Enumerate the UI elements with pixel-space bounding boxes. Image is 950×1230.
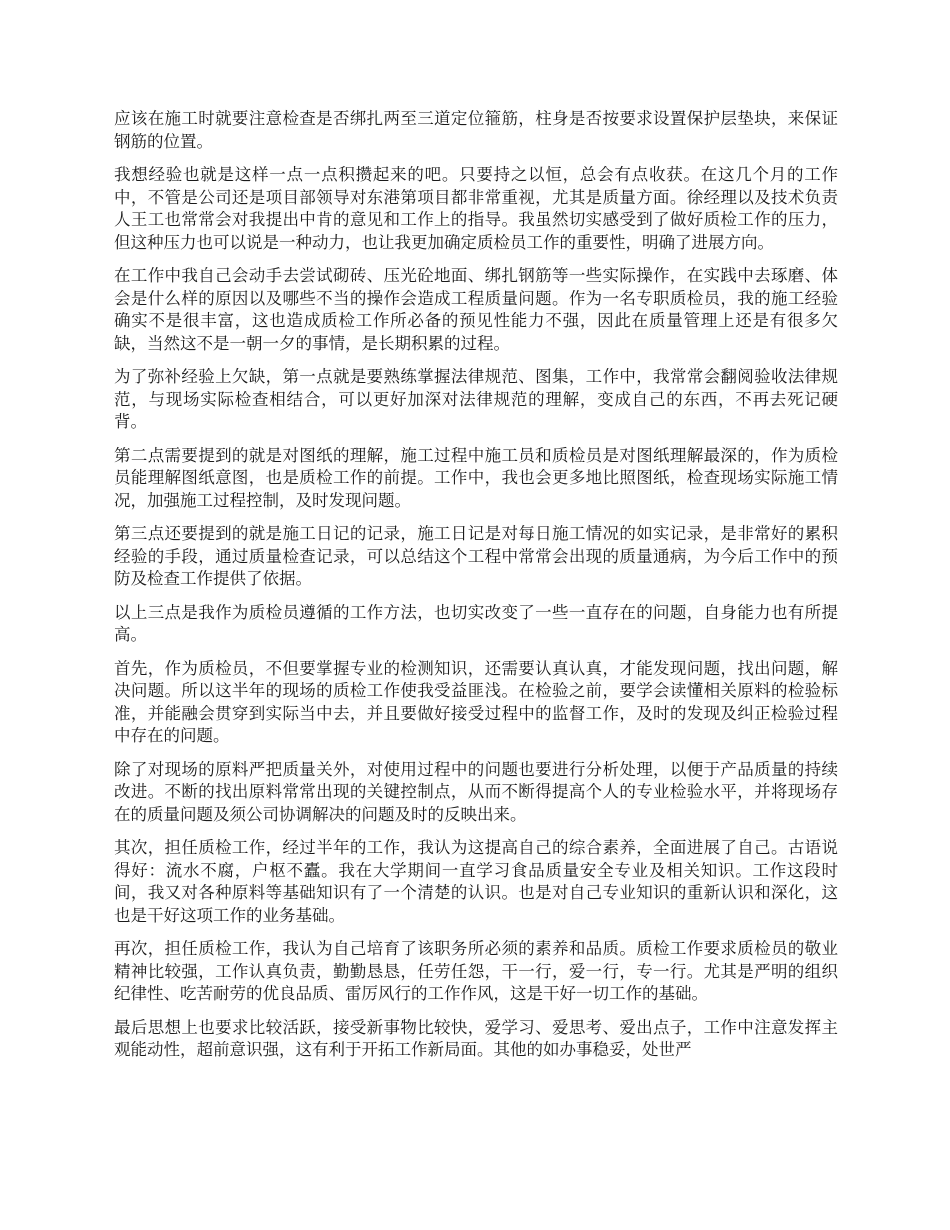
paragraph-7: 以上三点是我作为质检员遵循的工作方法，也切实改变了一些一直存在的问题，自身能力也有所提高。: [114, 602, 838, 644]
paragraph-3: 在工作中我自己会动手去尝试砌砖、压光砼地面、绑扎钢筋等一些实际操作，在实践中去琢磨、体会是什么样的原因以及哪些不当的操作会造成工程质量问题。作为一名专职质检员，我的施工经验确实不是很丰富，这也造成质检工作所必备的预见性能力不强，因此在质量管理上还是有很多欠缺，当然这不是一朝一夕的事情，是长期积累的过程。: [114, 266, 838, 353]
paragraph-1: 应该在施工时就要注意检查是否绑扎两至三道定位箍筋，柱身是否按要求设置保护层垫块，来保证钢筋的位置。: [114, 109, 838, 151]
paragraph-12: 最后思想上也要求比较活跃，接受新事物比较快，爱学习、爱思考、爱出点子，工作中注意发挥主观能动性，超前意识强，这有利于开拓工作新局面。其他的如办事稳妥，处世严: [114, 1017, 838, 1059]
paragraph-9: 除了对现场的原料严把质量关外，对使用过程中的问题也要进行分析处理，以便于产品质量的持续改进。不断的找出原料常常出现的关键控制点，从而不断得提高个人的专业检验水平，并将现场存在的质量问题及须公司协调解决的问题及时的反映出来。: [114, 759, 838, 824]
paragraph-5: 第二点需要提到的就是对图纸的理解，施工过程中施工员和质检员是对图纸理解最深的，作为质检员能理解图纸意图，也是质检工作的前提。工作中，我也会更多地比照图纸，检查现场实际施工情况，加强施工过程控制，及时发现问题。: [114, 445, 838, 510]
paragraph-2: 我想经验也就是这样一点一点积攒起来的吧。只要持之以恒，总会有点收获。在这几个月的工作中，不管是公司还是项目部领导对东港第项目都非常重视，尤其是质量方面。徐经理以及技术负责人王工也常常会对我提出中肯的意见和工作上的指导。我虽然切实感受到了做好质检工作的压力，但这种压力也可以说是一种动力，也让我更加确定质检员工作的重要性，明确了进展方向。: [114, 165, 838, 252]
paragraph-6: 第三点还要提到的就是施工日记的记录，施工日记是对每日施工情况的如实记录，是非常好的累积经验的手段，通过质量检查记录，可以总结这个工程中常常会出现的质量通病，为今后工作中的预防及检查工作提供了依据。: [114, 524, 838, 588]
paragraph-10: 其次，担任质检工作，经过半年的工作，我认为这提高自己的综合素养，全面进展了自己。古语说得好：流水不腐，户枢不蠹。我在大学期间一直学习食品质量安全专业及相关知识。工作这段时间，我又对各种原料等基础知识有了一个清楚的认识。也是对自己专业知识的重新认识和深化，这也是干好这项工作的业务基础。: [114, 838, 838, 925]
paragraph-8: 首先，作为质检员，不但要掌握专业的检测知识，还需要认真认真，才能发现问题，找出问题，解决问题。所以这半年的现场的质检工作使我受益匪浅。在检验之前，要学会读懂相关原料的检验标准，并能融会贯穿到实际当中去，并且要做好接受过程中的监督工作，及时的发现及纠正检验过程中存在的问题。: [114, 658, 838, 745]
paragraph-4: 为了弥补经验上欠缺，第一点就是要熟练掌握法律规范、图集，工作中，我常常会翻阅验收法律规范，与现场实际检查相结合，可以更好加深对法律规范的理解，变成自己的东西，不再去死记硬背。: [114, 367, 838, 431]
paragraph-11: 再次，担任质检工作，我认为自己培育了该职务所必须的素养和品质。质检工作要求质检员的敬业精神比较强，工作认真负责，勤勤恳恳，任劳任怨，干一行，爱一行，专一行。尤其是严明的组织纪律性、吃苦耐劳的优良品质、雷厉风行的工作作风，这是干好一切工作的基础。: [114, 939, 838, 1003]
document-body: [114, 108, 838, 1073]
